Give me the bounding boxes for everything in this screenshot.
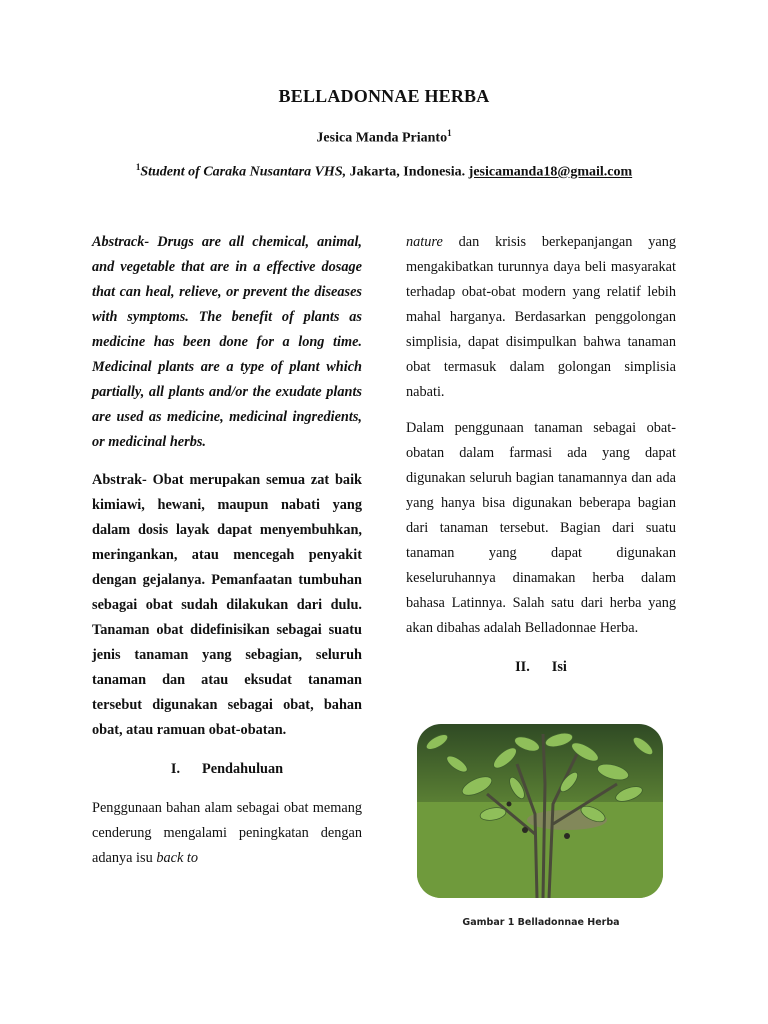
continued-text: dan krisis berkepanjangan yang mengakibatkan turunnya daya beli masyarakat terhadap obat-obat modern yang relatif lebih mahal harganya. Berdasarkan penggolongan simplisia, dapat disimpulkan bahwa tanaman obat termasuk dalam golongan simplisia nabati. bbox=[406, 234, 676, 400]
affiliation-line bbox=[0, 162, 768, 181]
author-superscript: 1 bbox=[447, 128, 452, 138]
continued-italic-word: nature bbox=[406, 234, 443, 250]
section-number: II. bbox=[515, 659, 530, 675]
intro-paragraph bbox=[92, 796, 362, 871]
intro-italic-phrase: back to bbox=[156, 850, 199, 866]
right-column bbox=[406, 230, 676, 694]
figure-caption: Gambar 1 Belladonnae Herba bbox=[462, 917, 620, 928]
abstract-english: Abstrack- Drugs are all chemical, animal, and vegetable that are in a effective dosage that can heal, relieve, or prevent the diseases with symptoms. The benefit of plants as medicine has been done for a long time. Medicinal plants are a type of plant which partially, all plants and/or the exudate plants are used as medicine, medicinal ingredients, or medicinal herbs. bbox=[92, 234, 362, 450]
affiliation-location: Jakarta, Indonesia. bbox=[346, 164, 469, 180]
continued-paragraph bbox=[406, 230, 676, 405]
plant-illustration bbox=[417, 724, 663, 898]
affiliation-school: Student of Caraka Nusantara VHS, bbox=[140, 164, 347, 180]
section-number: I. bbox=[170, 761, 181, 777]
author-line bbox=[0, 128, 768, 147]
belladonna-plant-photo bbox=[417, 724, 663, 898]
affiliation-superscript: 1 bbox=[135, 162, 141, 172]
usage-paragraph: Dalam penggunaan tanaman sebagai obat-obatan dalam farmasi ada yang dapat digunakan seluruh bagian tanamannya dan ada yang hanya bisa digunakan beberapa bagian dari tanaman tersebut. Bagian dari suatu tanaman yang dapat digunakan keseluruhannya dinamakan herba dalam bahasa Latinnya. Salah satu dari herba yang akan dibahas adalah Belladonnae Herba. bbox=[406, 420, 676, 636]
author-name: Jesica Manda Prianto bbox=[316, 130, 448, 146]
section-heading-pendahuluan bbox=[92, 757, 362, 782]
intro-text: Penggunaan bahan alam sebagai obat memang cenderung mengalami peningkatan dengan adanya isu bbox=[92, 800, 362, 866]
section-title: Pendahuluan bbox=[202, 761, 284, 777]
abstract-indonesian: Abstrak- Obat merupakan semua zat baik kimiawi, hewani, maupun nabati yang dalam dosis layak dapat menyembuhkan, meringankan, atau mencegah penyakit dengan gejalanya. Pemanfaatan tumbuhan sebagai obat sudah dilakukan dari dulu. Tanaman obat didefinisikan sebagai suatu jenis tanaman yang sebagian, seluruh tanaman dan atau eksudat tanaman tersebut digunakan sebagai obat, bahan obat, atau ramuan obat-obatan. bbox=[92, 472, 362, 738]
paper-title: BELLADONNAE HERBA bbox=[278, 86, 490, 106]
section-title: Isi bbox=[551, 659, 567, 675]
section-heading-isi bbox=[406, 655, 676, 680]
left-column bbox=[92, 230, 362, 871]
author-email-link[interactable]: jesicamanda18@gmail.com bbox=[468, 164, 633, 180]
